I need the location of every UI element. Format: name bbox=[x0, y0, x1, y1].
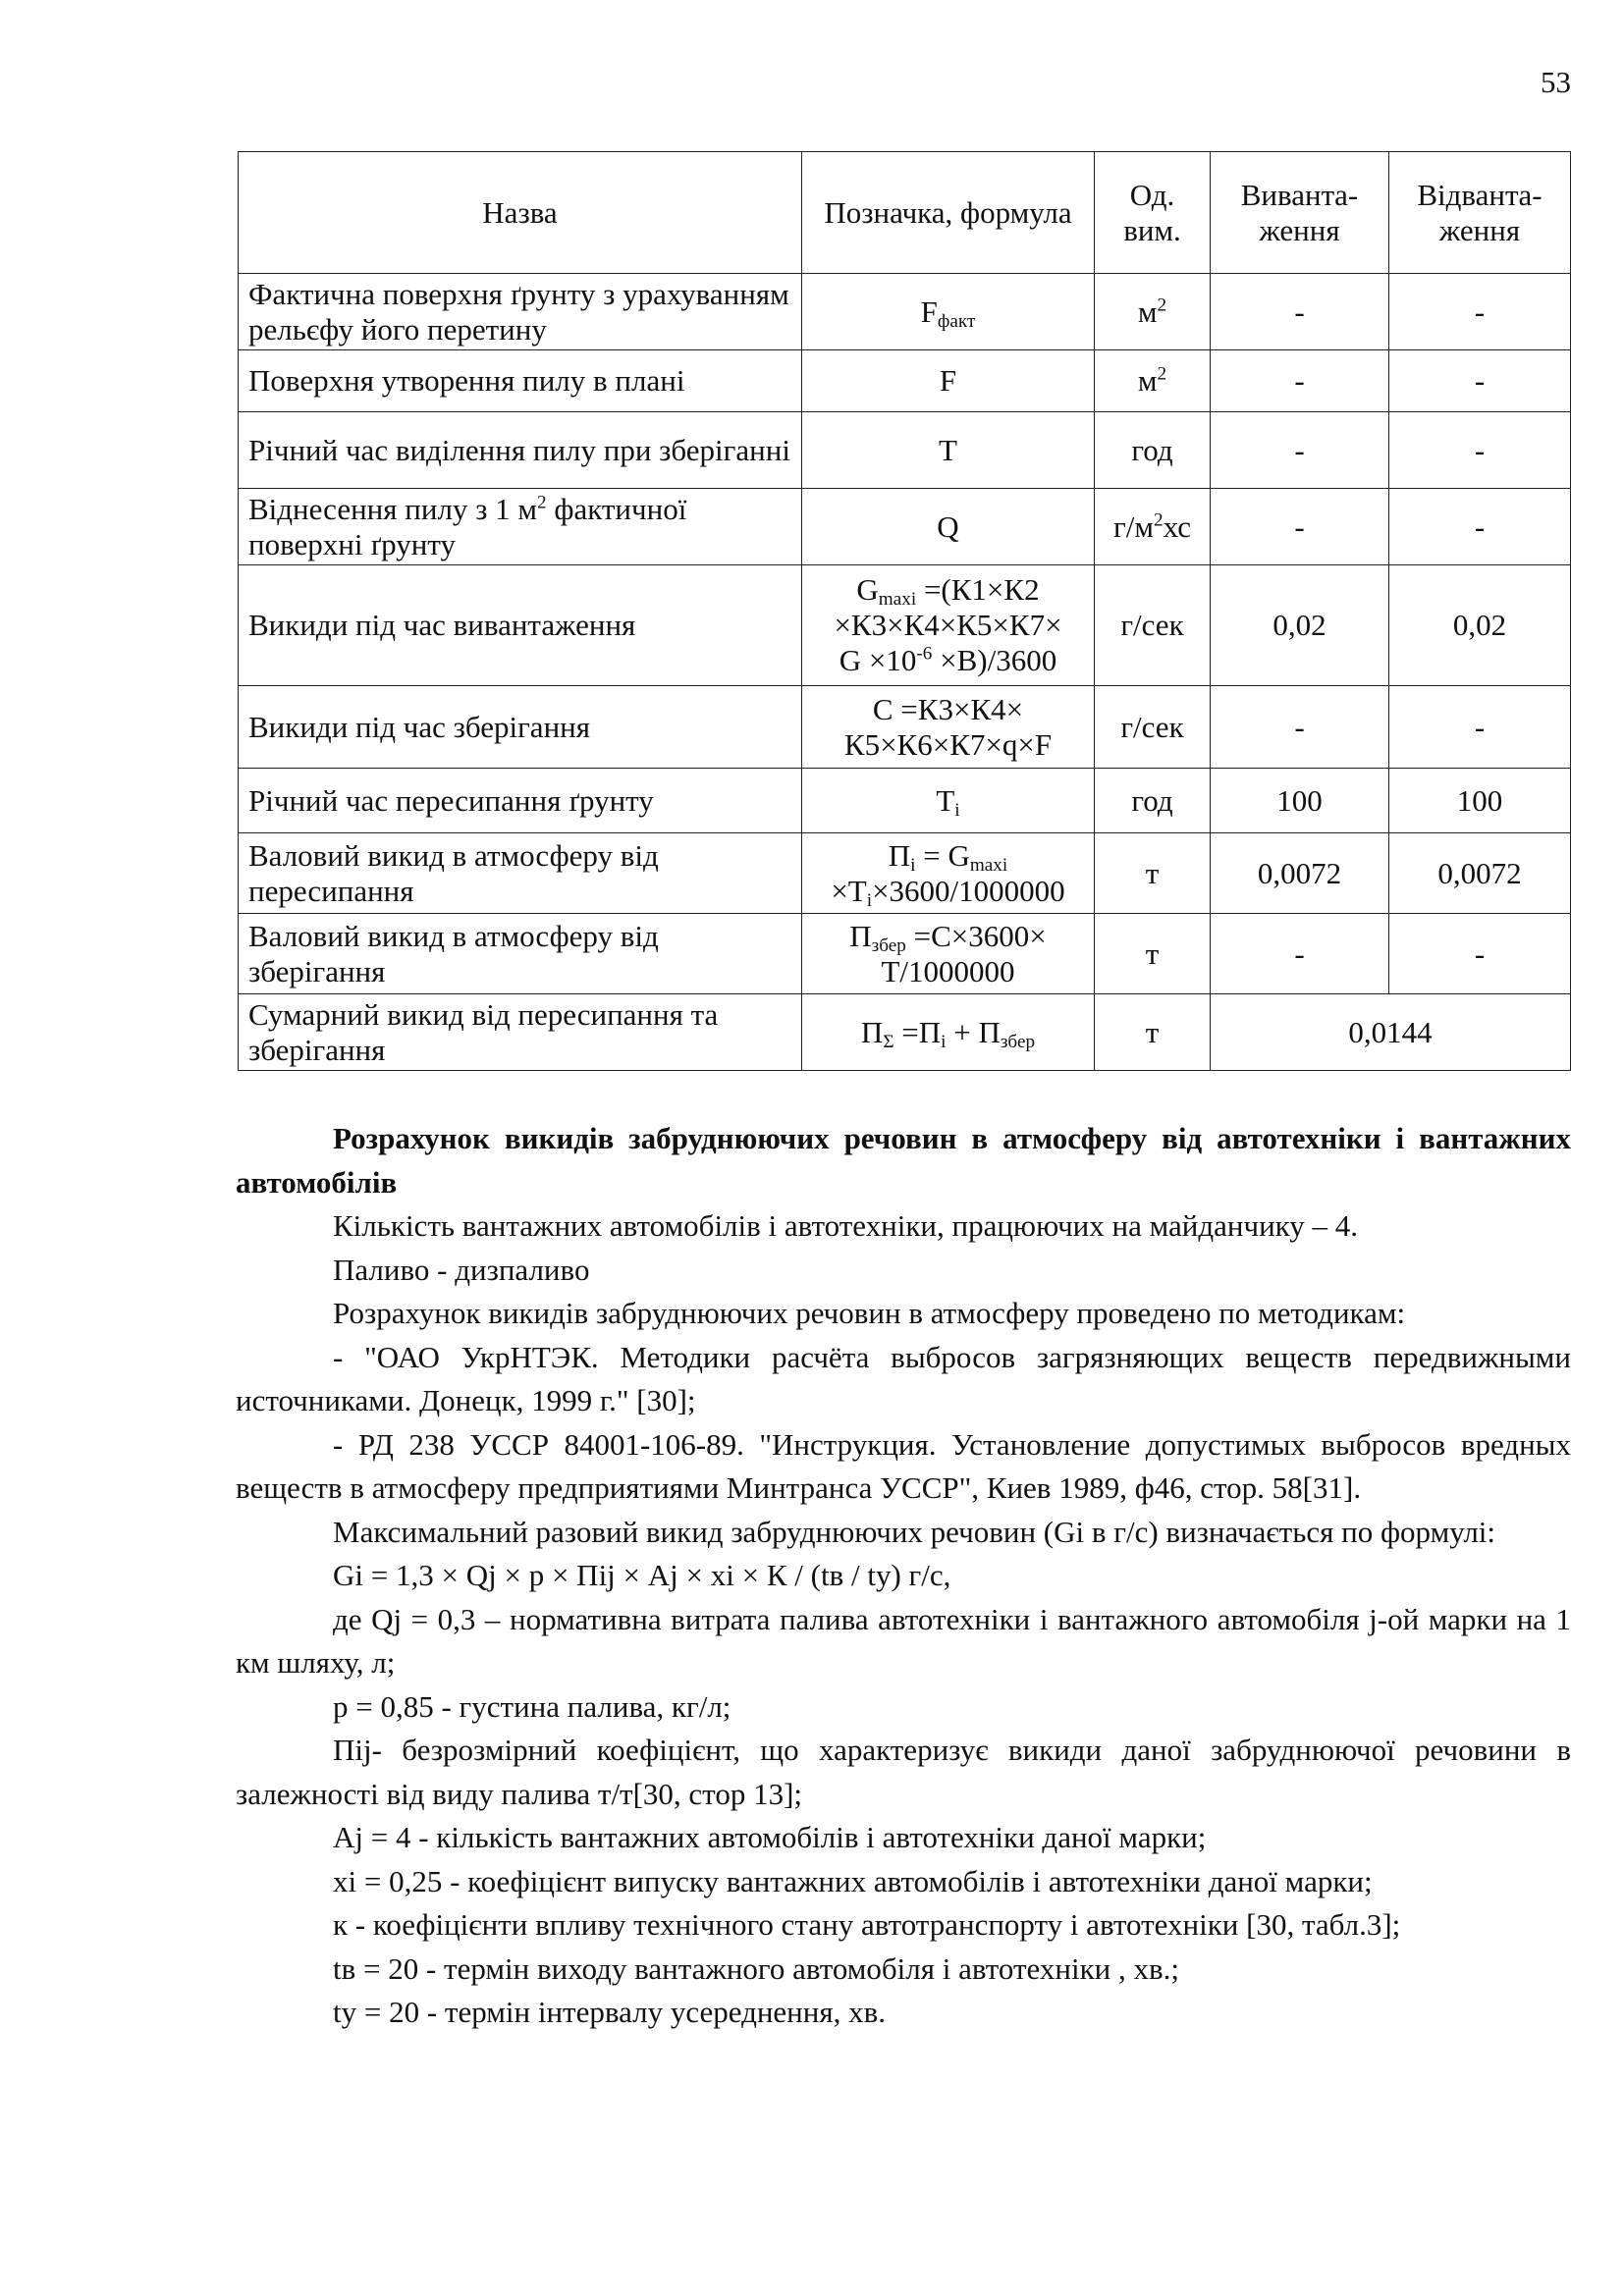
header-unloading: Вивантa- ження bbox=[1211, 152, 1389, 274]
row-formula: $П_\Sigma =П_i + П_{збер}$ bbox=[802, 994, 1095, 1071]
table-header-row bbox=[239, 152, 1571, 274]
row-loading: - bbox=[1389, 489, 1571, 565]
row-name: Річний час виділення пилу при зберіганні bbox=[239, 412, 802, 489]
row-name: Валовий викид в атмосферу від пересипання bbox=[239, 833, 802, 914]
paragraph: - "ОАО УкрНТЭК. Методики расчёта выбросов загрязняющих веществ передвижными источниками. Донецк, 1999 г." [30]; bbox=[236, 1339, 1571, 1417]
paragraph: р = 0,85 - густина палива, кг/л; bbox=[333, 1688, 731, 1724]
header-loading: Відвантa- ження bbox=[1389, 152, 1571, 274]
paragraph: Аj = 4 - кількість вантажних автомобілів і автотехніки даної марки; bbox=[333, 1820, 1207, 1854]
row-name: Річний час пересипання ґрунту bbox=[239, 769, 802, 833]
row-loading: 0,0072 bbox=[1389, 833, 1571, 914]
paragraph: де Qj = 0,3 – нормативна витрата палива автотехніки і вантажного автомобіля j-ой марки на 1 км шляху, л; bbox=[236, 1601, 1571, 1680]
header-name: Назва bbox=[239, 152, 802, 274]
row-name: Віднесення пилу з 1 $м^2$ фактичної поверхні ґрунту bbox=[239, 489, 802, 565]
paragraph: Піj- безрозмірний коефіцієнт, що характеризує викиди даної забруднюючої речовини в залежності від виду палива т/т[30, стор 13]; bbox=[236, 1733, 1571, 1811]
row-unloading: - bbox=[1211, 274, 1389, 350]
row-unit: $м^2$ bbox=[1095, 350, 1211, 412]
row-loading: - bbox=[1389, 274, 1571, 350]
row-unit: г/сек bbox=[1095, 565, 1211, 686]
row-formula: $П_{збер} =С\times 3600\times$ Т/1000000 bbox=[802, 914, 1095, 994]
body-text bbox=[236, 1117, 1571, 2035]
row-formula: T bbox=[802, 412, 1095, 489]
paragraph: tв = 20 - термін виходу вантажного автомобіля і автотехніки , хв.; bbox=[333, 1950, 1179, 1986]
formula: Gi = 1,3 × Qj × p × Піj × Аj × хі × К / (tв / tу) г/с, bbox=[333, 1558, 951, 1592]
row-unit: год bbox=[1095, 769, 1211, 833]
row-name: Сумарний викид від пересипання та зберігання bbox=[239, 994, 802, 1071]
row-loading: - bbox=[1389, 914, 1571, 994]
row-unloading: - bbox=[1211, 412, 1389, 489]
table-row bbox=[239, 565, 1571, 686]
row-unloading: - bbox=[1211, 914, 1389, 994]
row-formula: $П_i = G_{maxi}$ $\times Т_i\times 3600/1000000$ bbox=[802, 833, 1095, 914]
row-total: 0,0144 bbox=[1211, 994, 1571, 1071]
section-heading: Розрахунок викидів забруднюючих речовин в атмосферу від автотехніки і вантажних автомобілів bbox=[236, 1121, 1571, 1200]
row-unloading: 0,0072 bbox=[1211, 833, 1389, 914]
table-row bbox=[239, 686, 1571, 769]
row-unloading: 0,02 bbox=[1211, 565, 1389, 686]
row-unit: г/сек bbox=[1095, 686, 1211, 769]
paragraph: Розрахунок викидів забруднюючих речовин в атмосферу проведено по методикам: bbox=[333, 1296, 1406, 1330]
row-loading: - bbox=[1389, 350, 1571, 412]
table-row bbox=[239, 412, 1571, 489]
row-name: Викиди під час вивантаження bbox=[239, 565, 802, 686]
row-unloading: - bbox=[1211, 350, 1389, 412]
row-loading: 100 bbox=[1389, 769, 1571, 833]
row-unit: т bbox=[1095, 914, 1211, 994]
row-name: Валовий викид в атмосферу від зберігання bbox=[239, 914, 802, 994]
row-formula: $G_{maxi} =(К1\times К2$ ×К3×К4×К5×К7× $G \times 10^{-6} \times В)/3600$ bbox=[802, 565, 1095, 686]
row-unit: год bbox=[1095, 412, 1211, 489]
table-row bbox=[239, 914, 1571, 994]
row-formula: Q bbox=[802, 489, 1095, 565]
row-formula: $F_{факт}$ bbox=[802, 274, 1095, 350]
header-formula: Позначка, формула bbox=[802, 152, 1095, 274]
table-row bbox=[239, 350, 1571, 412]
row-unit: $г/м^2хс$ bbox=[1095, 489, 1211, 565]
row-name: Фактична поверхня ґрунту з урахуванням рельєфу його перетину bbox=[239, 274, 802, 350]
table-row bbox=[239, 994, 1571, 1071]
row-unloading: - bbox=[1211, 686, 1389, 769]
row-name: Поверхня утворення пилу в плані bbox=[239, 350, 802, 412]
paragraph: Паливо - дизпаливо bbox=[333, 1252, 590, 1287]
row-unloading: - bbox=[1211, 489, 1389, 565]
row-loading: - bbox=[1389, 412, 1571, 489]
table-row bbox=[239, 274, 1571, 350]
paragraph: хі = 0,25 - коефіцієнт випуску вантажних автомобілів і автотехніки даної марки; bbox=[333, 1863, 1373, 1898]
emissions-table bbox=[238, 151, 1571, 1071]
row-loading: - bbox=[1389, 686, 1571, 769]
row-formula: F bbox=[802, 350, 1095, 412]
row-unit: т bbox=[1095, 833, 1211, 914]
header-unit: Од. вим. bbox=[1095, 152, 1211, 274]
row-unit: $м^2$ bbox=[1095, 274, 1211, 350]
row-unit: т bbox=[1095, 994, 1211, 1071]
row-formula: С =К3×К4× К5×К6×К7×q×F bbox=[802, 686, 1095, 769]
paragraph: Кількість вантажних автомобілів і автотехніки, працюючих на майданчику – 4. bbox=[333, 1208, 1359, 1243]
paragraph: - РД 238 УССР 84001-106-89. "Инструкция. Установление допустимых выбросов вредных веществ в атмосферу предприятиями Минтранса УССР", Киев 1989, ф46, стор. 58[31]. bbox=[236, 1426, 1571, 1505]
paragraph: Максимальний разовий викид забруднюючих речовин (Gi в г/с) визначається по формулі: bbox=[333, 1514, 1496, 1549]
row-formula: $T_i$ bbox=[802, 769, 1095, 833]
row-unloading: 100 bbox=[1211, 769, 1389, 833]
row-loading: 0,02 bbox=[1389, 565, 1571, 686]
paragraph: к - коефіцієнти впливу технічного стану автотранспорту і автотехніки [30, табл.3]; bbox=[333, 1907, 1401, 1942]
paragraph: tу = 20 - термін інтервалу усереднення, хв. bbox=[333, 1995, 887, 2029]
row-name: Викиди під час зберігання bbox=[239, 686, 802, 769]
table-row bbox=[239, 833, 1571, 914]
table-row bbox=[239, 489, 1571, 565]
page-number: 53 bbox=[1541, 65, 1571, 99]
table-row bbox=[239, 769, 1571, 833]
